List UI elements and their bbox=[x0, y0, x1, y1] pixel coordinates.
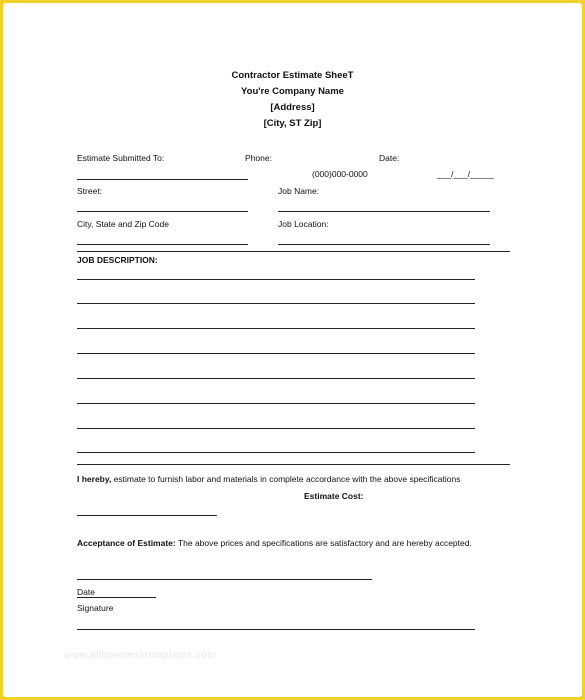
job-location-label: Job Location: bbox=[278, 219, 329, 229]
estimate-cost-line bbox=[77, 515, 217, 516]
hereby-statement bbox=[77, 474, 460, 484]
job-description-line bbox=[77, 303, 475, 304]
company-city: [City, ST Zip] bbox=[263, 118, 322, 129]
phone-label: Phone: bbox=[245, 153, 272, 163]
job-name-label: Job Name: bbox=[278, 186, 320, 196]
street-line bbox=[77, 211, 248, 212]
date-value: ___/___/_____ bbox=[437, 169, 494, 179]
company-name: You're Company Name bbox=[241, 86, 344, 97]
job-description-line bbox=[77, 378, 475, 379]
acceptance-text: The above prices and specifications are satisfactory and are hereby accepted. bbox=[175, 538, 472, 548]
job-description-line bbox=[77, 279, 475, 280]
signature-line bbox=[77, 629, 475, 630]
job-description-line bbox=[77, 353, 475, 354]
hereby-bold: I hereby, bbox=[77, 474, 112, 484]
document-title: Contractor Estimate SheeT bbox=[231, 70, 354, 81]
acceptance-label: Acceptance of Estimate: bbox=[77, 538, 176, 548]
job-description-line bbox=[77, 403, 475, 404]
city-line bbox=[77, 244, 248, 245]
job-name-line bbox=[278, 211, 490, 212]
acceptance-line bbox=[77, 579, 372, 580]
hereby-text: estimate to furnish labor and materials in complete accordance with the above specifications bbox=[111, 474, 461, 484]
watermark-text: www.allbusinesstemplates.com bbox=[64, 650, 217, 661]
estimate-submitted-to-label: Estimate Submitted To: bbox=[77, 153, 165, 163]
job-location-line bbox=[278, 244, 490, 245]
phone-value: (000)000-0000 bbox=[312, 169, 368, 179]
date-signature-label: Date bbox=[77, 587, 95, 597]
street-label: Street: bbox=[77, 186, 103, 196]
city-state-zip-label: City, State and Zip Code bbox=[77, 219, 169, 229]
estimate-cost-label: Estimate Cost: bbox=[304, 491, 364, 501]
job-description-label: JOB DESCRIPTION: bbox=[77, 255, 158, 265]
job-description-line bbox=[77, 428, 475, 429]
acceptance-statement bbox=[77, 538, 472, 548]
submitted-to-line bbox=[77, 179, 248, 180]
date-label: Date: bbox=[379, 153, 400, 163]
date-line bbox=[77, 597, 156, 598]
job-description-line bbox=[77, 328, 475, 329]
section-divider bbox=[77, 464, 510, 465]
company-address: [Address] bbox=[270, 102, 315, 113]
section-divider bbox=[77, 251, 510, 252]
job-description-line bbox=[77, 452, 475, 453]
signature-label: Signature bbox=[77, 603, 114, 613]
